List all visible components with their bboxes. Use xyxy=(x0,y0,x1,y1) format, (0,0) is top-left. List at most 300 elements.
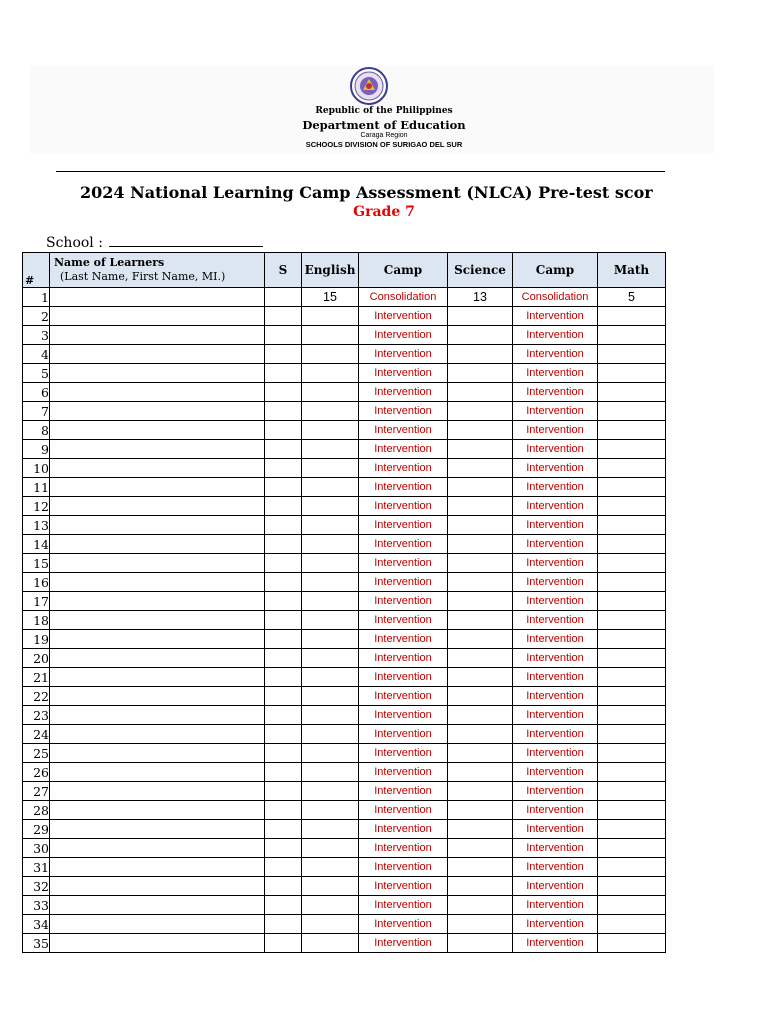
english-score-cell[interactable] xyxy=(302,573,359,592)
s-cell[interactable] xyxy=(265,554,302,573)
math-score-cell[interactable] xyxy=(598,877,666,896)
english-camp-cell: Intervention xyxy=(359,364,448,383)
science-score-cell[interactable] xyxy=(448,744,513,763)
science-camp-cell: Intervention xyxy=(513,307,598,326)
learner-name-cell[interactable] xyxy=(50,744,265,763)
s-cell[interactable] xyxy=(265,687,302,706)
s-cell[interactable] xyxy=(265,364,302,383)
s-cell[interactable] xyxy=(265,896,302,915)
english-score-cell[interactable] xyxy=(302,877,359,896)
school-blank[interactable] xyxy=(109,234,263,247)
title-clip xyxy=(0,180,670,204)
science-score-cell[interactable] xyxy=(448,934,513,953)
row-number: 8 xyxy=(23,421,50,440)
header-divider xyxy=(56,171,665,172)
learner-name-cell[interactable] xyxy=(50,896,265,915)
learner-name-cell[interactable] xyxy=(50,763,265,782)
math-score-cell[interactable] xyxy=(598,668,666,687)
science-camp-cell: Consolidation xyxy=(513,288,598,307)
english-camp-cell: Intervention xyxy=(359,573,448,592)
col-header-camp-science: Camp xyxy=(513,253,598,288)
learner-name-cell[interactable] xyxy=(50,801,265,820)
learner-name-cell[interactable] xyxy=(50,478,265,497)
science-camp-cell: Intervention xyxy=(513,345,598,364)
math-score-cell[interactable] xyxy=(598,687,666,706)
math-score-cell[interactable] xyxy=(598,554,666,573)
math-score-cell[interactable] xyxy=(598,364,666,383)
science-score-cell[interactable] xyxy=(448,535,513,554)
learner-name-cell[interactable] xyxy=(50,668,265,687)
english-score-cell[interactable] xyxy=(302,744,359,763)
english-score-cell[interactable] xyxy=(302,307,359,326)
science-camp-cell: Intervention xyxy=(513,915,598,934)
science-camp-cell: Intervention xyxy=(513,725,598,744)
col-header-camp-english: Camp xyxy=(359,253,448,288)
english-camp-cell: Intervention xyxy=(359,706,448,725)
science-camp-cell: Intervention xyxy=(513,630,598,649)
math-score-cell[interactable] xyxy=(598,421,666,440)
science-score-cell[interactable] xyxy=(448,630,513,649)
science-score-cell[interactable] xyxy=(448,763,513,782)
scores-table xyxy=(22,252,666,953)
table-row xyxy=(23,725,666,744)
math-score-cell[interactable] xyxy=(598,592,666,611)
science-score-cell[interactable] xyxy=(448,364,513,383)
row-number: 23 xyxy=(23,706,50,725)
english-score-cell[interactable] xyxy=(302,364,359,383)
english-camp-cell: Intervention xyxy=(359,896,448,915)
science-camp-cell: Intervention xyxy=(513,934,598,953)
table-row xyxy=(23,573,666,592)
science-camp-cell: Intervention xyxy=(513,668,598,687)
science-camp-cell: Intervention xyxy=(513,801,598,820)
s-cell[interactable] xyxy=(265,326,302,345)
row-number: 29 xyxy=(23,820,50,839)
science-camp-cell: Intervention xyxy=(513,573,598,592)
math-score-cell[interactable] xyxy=(598,839,666,858)
row-number: 34 xyxy=(23,915,50,934)
row-number: 12 xyxy=(23,497,50,516)
learner-name-cell[interactable] xyxy=(50,288,265,307)
s-cell[interactable] xyxy=(265,478,302,497)
science-score-cell[interactable] xyxy=(448,611,513,630)
english-score-cell[interactable] xyxy=(302,782,359,801)
english-camp-cell: Intervention xyxy=(359,915,448,934)
english-score-cell[interactable] xyxy=(302,801,359,820)
col-header-num: # xyxy=(23,253,50,288)
english-camp-cell: Intervention xyxy=(359,649,448,668)
row-number: 30 xyxy=(23,839,50,858)
table-row xyxy=(23,611,666,630)
learner-name-cell[interactable] xyxy=(50,345,265,364)
row-number: 21 xyxy=(23,668,50,687)
english-score-cell[interactable]: 15 xyxy=(302,288,359,307)
table-row xyxy=(23,554,666,573)
school-field xyxy=(46,234,263,251)
s-cell[interactable] xyxy=(265,497,302,516)
science-score-cell[interactable] xyxy=(448,516,513,535)
s-cell[interactable] xyxy=(265,421,302,440)
letterhead-republic: Republic of the Philippines xyxy=(315,106,453,116)
learner-name-cell[interactable] xyxy=(50,440,265,459)
science-score-cell[interactable] xyxy=(448,497,513,516)
learner-name-cell[interactable] xyxy=(50,402,265,421)
english-camp-cell: Intervention xyxy=(359,497,448,516)
english-score-cell[interactable] xyxy=(302,478,359,497)
math-score-cell[interactable] xyxy=(598,440,666,459)
learner-name-cell[interactable] xyxy=(50,858,265,877)
learner-name-cell[interactable] xyxy=(50,554,265,573)
math-score-cell[interactable] xyxy=(598,858,666,877)
science-score-cell[interactable] xyxy=(448,782,513,801)
learner-name-cell[interactable] xyxy=(50,934,265,953)
row-number: 27 xyxy=(23,782,50,801)
english-camp-cell: Intervention xyxy=(359,535,448,554)
table-row xyxy=(23,459,666,478)
learner-name-cell[interactable] xyxy=(50,649,265,668)
english-score-cell[interactable] xyxy=(302,516,359,535)
math-score-cell[interactable] xyxy=(598,782,666,801)
english-camp-cell: Intervention xyxy=(359,630,448,649)
math-score-cell[interactable] xyxy=(598,649,666,668)
s-cell[interactable] xyxy=(265,402,302,421)
english-score-cell[interactable] xyxy=(302,839,359,858)
learner-name-cell[interactable] xyxy=(50,421,265,440)
english-score-cell[interactable] xyxy=(302,345,359,364)
science-camp-cell: Intervention xyxy=(513,592,598,611)
english-score-cell[interactable] xyxy=(302,402,359,421)
science-camp-cell: Intervention xyxy=(513,516,598,535)
table-row xyxy=(23,421,666,440)
learner-name-cell[interactable] xyxy=(50,383,265,402)
english-score-cell[interactable] xyxy=(302,649,359,668)
s-cell[interactable] xyxy=(265,345,302,364)
row-number: 19 xyxy=(23,630,50,649)
s-cell[interactable] xyxy=(265,516,302,535)
letterhead-region: Caraga Region xyxy=(360,132,408,139)
english-camp-cell: Intervention xyxy=(359,554,448,573)
table-row xyxy=(23,307,666,326)
s-cell[interactable] xyxy=(265,839,302,858)
english-score-cell[interactable] xyxy=(302,915,359,934)
english-score-cell[interactable] xyxy=(302,611,359,630)
math-score-cell[interactable] xyxy=(598,915,666,934)
english-score-cell[interactable] xyxy=(302,896,359,915)
row-number: 16 xyxy=(23,573,50,592)
science-score-cell[interactable] xyxy=(448,820,513,839)
s-cell[interactable] xyxy=(265,611,302,630)
english-score-cell[interactable] xyxy=(302,820,359,839)
math-score-cell[interactable] xyxy=(598,326,666,345)
science-camp-cell: Intervention xyxy=(513,364,598,383)
science-score-cell[interactable] xyxy=(448,440,513,459)
english-score-cell[interactable] xyxy=(302,459,359,478)
math-score-cell[interactable] xyxy=(598,383,666,402)
s-cell[interactable] xyxy=(265,725,302,744)
english-score-cell[interactable] xyxy=(302,763,359,782)
science-score-cell[interactable] xyxy=(448,421,513,440)
learner-name-cell[interactable] xyxy=(50,592,265,611)
math-score-cell[interactable] xyxy=(598,516,666,535)
table-row xyxy=(23,820,666,839)
s-cell[interactable] xyxy=(265,649,302,668)
science-score-cell[interactable] xyxy=(448,592,513,611)
english-camp-cell: Intervention xyxy=(359,383,448,402)
row-number: 32 xyxy=(23,877,50,896)
learner-name-cell[interactable] xyxy=(50,364,265,383)
math-score-cell[interactable] xyxy=(598,934,666,953)
science-score-cell[interactable] xyxy=(448,706,513,725)
english-camp-cell: Intervention xyxy=(359,516,448,535)
science-score-cell[interactable] xyxy=(448,801,513,820)
science-score-cell[interactable] xyxy=(448,573,513,592)
row-number: 9 xyxy=(23,440,50,459)
english-camp-cell: Intervention xyxy=(359,877,448,896)
s-cell[interactable] xyxy=(265,820,302,839)
math-score-cell[interactable] xyxy=(598,345,666,364)
english-score-cell[interactable] xyxy=(302,440,359,459)
math-score-cell[interactable]: 5 xyxy=(598,288,666,307)
math-score-cell[interactable] xyxy=(598,630,666,649)
math-score-cell[interactable] xyxy=(598,307,666,326)
row-number: 22 xyxy=(23,687,50,706)
row-number: 14 xyxy=(23,535,50,554)
table-row xyxy=(23,497,666,516)
s-cell[interactable] xyxy=(265,288,302,307)
row-number: 6 xyxy=(23,383,50,402)
row-number: 24 xyxy=(23,725,50,744)
learner-name-cell[interactable] xyxy=(50,877,265,896)
row-number: 15 xyxy=(23,554,50,573)
learner-name-cell[interactable] xyxy=(50,307,265,326)
math-score-cell[interactable] xyxy=(598,535,666,554)
science-camp-cell: Intervention xyxy=(513,877,598,896)
english-camp-cell: Intervention xyxy=(359,592,448,611)
english-camp-cell: Intervention xyxy=(359,934,448,953)
science-score-cell[interactable] xyxy=(448,687,513,706)
science-score-cell[interactable] xyxy=(448,839,513,858)
s-cell[interactable] xyxy=(265,782,302,801)
s-cell[interactable] xyxy=(265,915,302,934)
learner-name-cell[interactable] xyxy=(50,516,265,535)
science-score-cell[interactable] xyxy=(448,402,513,421)
math-score-cell[interactable] xyxy=(598,573,666,592)
math-score-cell[interactable] xyxy=(598,459,666,478)
school-label: School : xyxy=(46,235,103,251)
math-score-cell[interactable] xyxy=(598,611,666,630)
s-cell[interactable] xyxy=(265,744,302,763)
science-score-cell[interactable] xyxy=(448,345,513,364)
math-score-cell[interactable] xyxy=(598,763,666,782)
english-score-cell[interactable] xyxy=(302,630,359,649)
row-number: 28 xyxy=(23,801,50,820)
english-score-cell[interactable] xyxy=(302,706,359,725)
english-score-cell[interactable] xyxy=(302,687,359,706)
learner-name-cell[interactable] xyxy=(50,497,265,516)
english-score-cell[interactable] xyxy=(302,497,359,516)
science-score-cell[interactable] xyxy=(448,877,513,896)
math-score-cell[interactable] xyxy=(598,497,666,516)
math-score-cell[interactable] xyxy=(598,820,666,839)
math-score-cell[interactable] xyxy=(598,801,666,820)
learner-name-cell[interactable] xyxy=(50,573,265,592)
english-score-cell[interactable] xyxy=(302,934,359,953)
s-cell[interactable] xyxy=(265,307,302,326)
science-score-cell[interactable] xyxy=(448,326,513,345)
table-row xyxy=(23,326,666,345)
science-camp-cell: Intervention xyxy=(513,459,598,478)
table-row xyxy=(23,535,666,554)
english-camp-cell: Intervention xyxy=(359,820,448,839)
science-score-cell[interactable] xyxy=(448,915,513,934)
math-score-cell[interactable] xyxy=(598,478,666,497)
table-row xyxy=(23,383,666,402)
s-cell[interactable] xyxy=(265,763,302,782)
english-camp-cell: Intervention xyxy=(359,744,448,763)
english-score-cell[interactable] xyxy=(302,858,359,877)
science-score-cell[interactable] xyxy=(448,896,513,915)
table-row xyxy=(23,744,666,763)
table-row xyxy=(23,364,666,383)
row-number: 17 xyxy=(23,592,50,611)
table-row xyxy=(23,896,666,915)
table-row xyxy=(23,687,666,706)
table-row xyxy=(23,592,666,611)
science-camp-cell: Intervention xyxy=(513,611,598,630)
table-row xyxy=(23,402,666,421)
english-camp-cell: Intervention xyxy=(359,782,448,801)
table-header-row xyxy=(23,253,666,288)
english-score-cell[interactable] xyxy=(302,668,359,687)
english-camp-cell: Intervention xyxy=(359,668,448,687)
science-score-cell[interactable] xyxy=(448,725,513,744)
science-score-cell[interactable] xyxy=(448,307,513,326)
col-header-name xyxy=(50,253,265,288)
science-camp-cell: Intervention xyxy=(513,402,598,421)
math-score-cell[interactable] xyxy=(598,896,666,915)
table-row xyxy=(23,877,666,896)
science-camp-cell: Intervention xyxy=(513,326,598,345)
row-number: 31 xyxy=(23,858,50,877)
math-score-cell[interactable] xyxy=(598,402,666,421)
science-camp-cell: Intervention xyxy=(513,535,598,554)
row-number: 25 xyxy=(23,744,50,763)
science-camp-cell: Intervention xyxy=(513,820,598,839)
s-cell[interactable] xyxy=(265,535,302,554)
table-row xyxy=(23,288,666,307)
math-score-cell[interactable] xyxy=(598,725,666,744)
s-cell[interactable] xyxy=(265,630,302,649)
s-cell[interactable] xyxy=(265,858,302,877)
english-camp-cell: Intervention xyxy=(359,402,448,421)
science-camp-cell: Intervention xyxy=(513,554,598,573)
science-camp-cell: Intervention xyxy=(513,706,598,725)
english-camp-cell: Intervention xyxy=(359,858,448,877)
english-score-cell[interactable] xyxy=(302,326,359,345)
s-cell[interactable] xyxy=(265,877,302,896)
row-number: 35 xyxy=(23,934,50,953)
science-score-cell[interactable] xyxy=(448,383,513,402)
letterhead-department: Department of Education xyxy=(302,118,466,132)
science-score-cell[interactable]: 13 xyxy=(448,288,513,307)
science-score-cell[interactable] xyxy=(448,668,513,687)
table-row xyxy=(23,440,666,459)
english-camp-cell: Intervention xyxy=(359,326,448,345)
s-cell[interactable] xyxy=(265,440,302,459)
science-camp-cell: Intervention xyxy=(513,440,598,459)
learner-name-cell[interactable] xyxy=(50,687,265,706)
table-row xyxy=(23,782,666,801)
s-cell[interactable] xyxy=(265,706,302,725)
science-camp-cell: Intervention xyxy=(513,858,598,877)
science-score-cell[interactable] xyxy=(448,649,513,668)
learner-name-cell[interactable] xyxy=(50,915,265,934)
s-cell[interactable] xyxy=(265,934,302,953)
s-cell[interactable] xyxy=(265,573,302,592)
row-number: 4 xyxy=(23,345,50,364)
table-row xyxy=(23,630,666,649)
learner-name-cell[interactable] xyxy=(50,630,265,649)
science-camp-cell: Intervention xyxy=(513,649,598,668)
learner-name-cell[interactable] xyxy=(50,611,265,630)
row-number: 26 xyxy=(23,763,50,782)
learner-name-cell[interactable] xyxy=(50,706,265,725)
col-header-math: Math xyxy=(598,253,666,288)
learner-name-cell[interactable] xyxy=(50,459,265,478)
english-score-cell[interactable] xyxy=(302,383,359,402)
science-score-cell[interactable] xyxy=(448,554,513,573)
english-score-cell[interactable] xyxy=(302,421,359,440)
english-camp-cell: Intervention xyxy=(359,611,448,630)
science-score-cell[interactable] xyxy=(448,478,513,497)
s-cell[interactable] xyxy=(265,668,302,687)
english-score-cell[interactable] xyxy=(302,554,359,573)
science-camp-cell: Intervention xyxy=(513,497,598,516)
col-header-english: English xyxy=(302,253,359,288)
english-score-cell[interactable] xyxy=(302,535,359,554)
row-number: 5 xyxy=(23,364,50,383)
learner-name-cell[interactable] xyxy=(50,782,265,801)
learner-name-cell[interactable] xyxy=(50,725,265,744)
table-row xyxy=(23,801,666,820)
row-number: 3 xyxy=(23,326,50,345)
learner-name-cell[interactable] xyxy=(50,326,265,345)
english-camp-cell: Intervention xyxy=(359,307,448,326)
science-camp-cell: Intervention xyxy=(513,383,598,402)
table-row xyxy=(23,706,666,725)
english-score-cell[interactable] xyxy=(302,725,359,744)
learner-name-cell[interactable] xyxy=(50,535,265,554)
s-cell[interactable] xyxy=(265,383,302,402)
s-cell[interactable] xyxy=(265,592,302,611)
science-score-cell[interactable] xyxy=(448,459,513,478)
math-score-cell[interactable] xyxy=(598,744,666,763)
s-cell[interactable] xyxy=(265,459,302,478)
table-row xyxy=(23,858,666,877)
table-row xyxy=(23,516,666,535)
row-number: 13 xyxy=(23,516,50,535)
science-score-cell[interactable] xyxy=(448,858,513,877)
row-number: 7 xyxy=(23,402,50,421)
page-title: 2024 National Learning Camp Assessment (NLCA) Pre-test scor xyxy=(80,183,653,202)
learner-name-cell[interactable] xyxy=(50,839,265,858)
learner-name-cell[interactable] xyxy=(50,820,265,839)
english-score-cell[interactable] xyxy=(302,592,359,611)
math-score-cell[interactable] xyxy=(598,706,666,725)
row-number: 20 xyxy=(23,649,50,668)
english-camp-cell: Intervention xyxy=(359,440,448,459)
s-cell[interactable] xyxy=(265,801,302,820)
